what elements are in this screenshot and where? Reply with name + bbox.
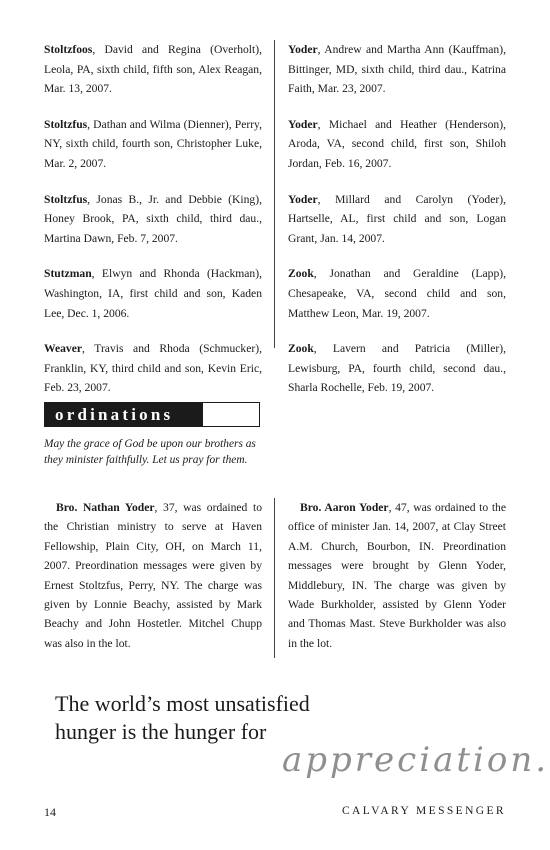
birth-entry [44, 115, 262, 174]
birth-entry [288, 190, 506, 249]
ordination-text: , 37, was ordained to the Christian ministry to serve at Haven Fellowship, Plain City, OH, on March 11, 2007. Preordination messages were given by Ernest Stoltzfus, Perry, NY. The charge was given by Lonnie Beachy, assisted by Mark Beachy and John Hostetler. Mitchel Chupp was also in the lot. [44, 501, 262, 650]
family-name: Stoltzfus [44, 117, 88, 131]
birth-entry [44, 190, 262, 249]
entry-text: , Jonas B., Jr. and Debbie (King), Honey Brook, PA, sixth child, third dau., Martina Dawn, Feb. 7, 2007. [44, 192, 262, 245]
family-name: Stoltzfoos [44, 43, 93, 56]
section-intro: May the grace of God be upon our brothers as they minister faithfully. Let us pray for them. [44, 438, 256, 466]
column-divider-top [274, 40, 275, 348]
entry-text: , Millard and Carolyn (Yoder), Hartselle, AL, first child and son, Logan Grant, Jan. 14, 2007. [288, 192, 506, 245]
birth-entry [288, 264, 506, 323]
entry-text: , Travis and Rhoda (Schmucker), Franklin, KY, third child and son, Kevin Eric, Feb. 23, 2007. [44, 342, 262, 395]
minister-name: Bro. Nathan Yoder [56, 501, 155, 514]
ordination-text: , 47, was ordained to the office of minister Jan. 14, 2007, at Clay Street A.M. Church, Bourbon, IN. Preordination messages were brought by Glenn Yoder, Middlebury, IN. The charge was given by Wade Burkholder, assisted by Glenn Yoder and Thomas Mast. Steve Burkholder was also in the lot. [288, 501, 506, 650]
quote-line-1: The world’s most unsatisfied [55, 691, 310, 716]
family-name: Yoder [288, 192, 318, 206]
family-name: Zook [288, 267, 314, 281]
entry-text: , Dathan and Wilma (Dienner), Perry, NY, sixth child, fourth son, Christopher Luke, Mar. 2, 2007. [44, 117, 262, 170]
entry-text: , Lavern and Patricia (Miller), Lewisburg, PA, fourth child, second dau., Sharla Rochelle, Feb. 19, 2007. [288, 342, 506, 395]
entry-text: , Elwyn and Rhonda (Hackman), Washington, IA, first child and son, Kaden Lee, Dec. 1, 2006. [44, 267, 262, 320]
column-divider-bottom [274, 498, 275, 658]
entry-text: , Andrew and Martha Ann (Kauffman), Bittinger, MD, sixth child, third dau., Katrina Faith, Mar. 23, 2007. [288, 43, 506, 96]
ordination-left [44, 498, 262, 653]
family-name: Weaver [44, 342, 82, 356]
section-header-box [44, 402, 260, 427]
family-name: Stoltzfus [44, 192, 88, 206]
births-right-column [288, 40, 506, 414]
birth-entry [44, 40, 262, 99]
family-name: Stutzman [44, 267, 92, 281]
entry-text: , Michael and Heather (Henderson), Aroda, VA, second child, first son, Shiloh Jordan, Feb. 16, 2007. [288, 117, 506, 170]
birth-entry [44, 264, 262, 323]
running-title: CALVARY MESSENGER [341, 805, 506, 817]
ordination-entry [288, 498, 506, 653]
entry-text: , Jonathan and Geraldine (Lapp), Chesapeake, VA, second child and son, Matthew Leon, Mar. 19, 2007. [288, 267, 506, 320]
birth-entry [288, 339, 506, 398]
minister-name: Bro. Aaron Yoder [300, 501, 389, 514]
family-name: Yoder [288, 43, 318, 56]
ordination-right [288, 498, 506, 653]
birth-entry [288, 115, 506, 174]
ordination-entry [44, 498, 262, 653]
quote-accent-word: appreciation. [282, 740, 550, 780]
section-title: ordinations [45, 403, 203, 426]
page-number: 14 [44, 805, 56, 819]
family-name: Yoder [288, 117, 318, 131]
birth-entry [44, 339, 262, 398]
births-left-column [44, 40, 262, 414]
quote-line-2: hunger is the hunger for [55, 719, 267, 744]
family-name: Zook [288, 342, 314, 356]
birth-entry [288, 40, 506, 99]
entry-text: , David and Regina (Overholt), Leola, PA, sixth child, fifth son, Alex Reagan, Mar. 13, 2007. [44, 43, 262, 96]
